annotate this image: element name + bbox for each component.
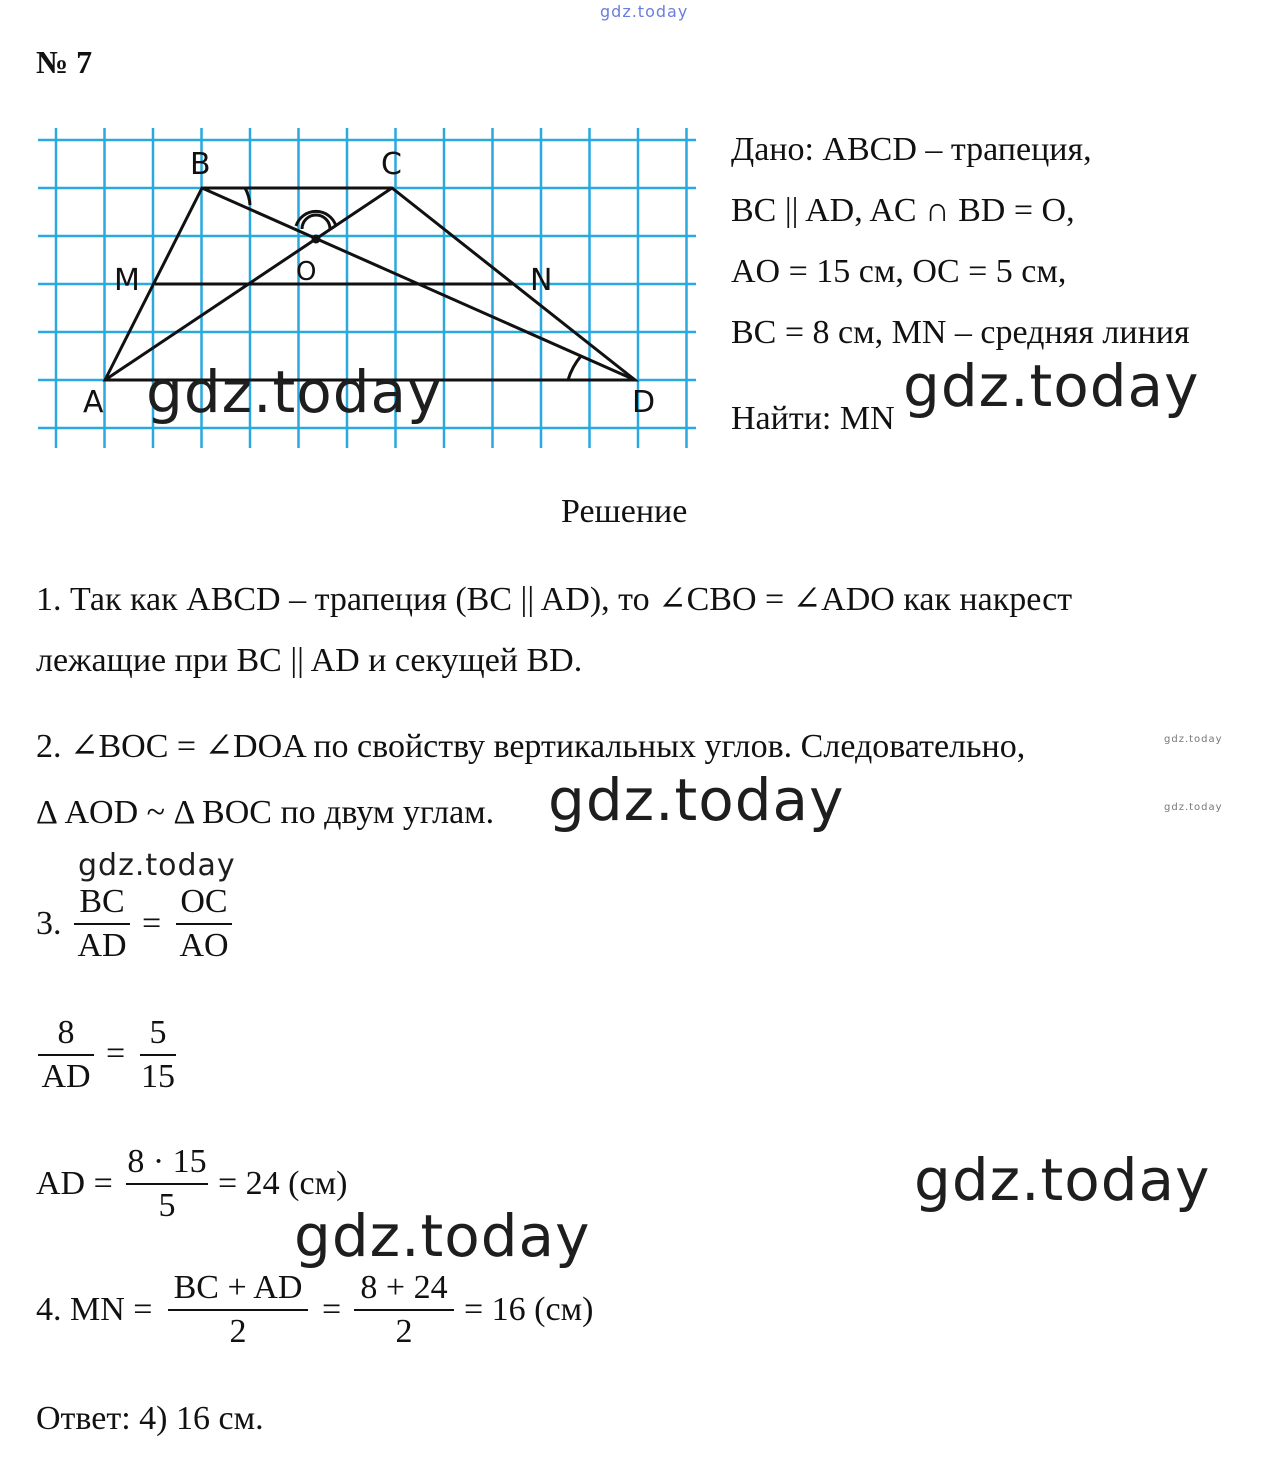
answer: Ответ: 4) 16 см. xyxy=(36,1400,264,1437)
watermark-small-2: gdz.today xyxy=(1164,802,1223,813)
label-a: A xyxy=(83,385,104,420)
label-b: B xyxy=(190,147,211,182)
numerator: BC xyxy=(79,883,125,920)
label-c: C xyxy=(381,147,402,182)
denominator: 2 xyxy=(229,1313,247,1350)
step3b-fraction-1 xyxy=(38,1016,94,1094)
numerator: 8 + 24 xyxy=(360,1269,448,1306)
denominator: 15 xyxy=(141,1058,175,1095)
step4-rhs: = 16 (см) xyxy=(464,1291,594,1328)
watermark-small-1: gdz.today xyxy=(1164,734,1223,745)
numerator: 8 · 15 xyxy=(127,1143,207,1180)
solution-heading: Решение xyxy=(561,493,688,530)
step4-equals: = xyxy=(322,1291,342,1328)
step3b-equals: = xyxy=(106,1035,126,1072)
step3-fraction-2 xyxy=(176,885,232,963)
denominator: AD xyxy=(41,1058,91,1095)
numerator: BC + AD xyxy=(173,1269,303,1306)
denominator: AO xyxy=(179,927,229,964)
given-line-3: AO = 15 см, OC = 5 см, xyxy=(731,253,1067,290)
step4-fraction-2 xyxy=(354,1271,454,1349)
step3b-fraction-2 xyxy=(140,1016,176,1094)
given-line-1: Дано: ABCD – трапеция, xyxy=(731,131,1092,168)
watermark-step3: gdz.today xyxy=(78,848,236,883)
numerator: 5 xyxy=(149,1014,167,1051)
watermark-step2: gdz.today xyxy=(548,766,845,834)
step1-line-2: лежащие при BC || AD и секущей BD. xyxy=(36,642,583,679)
denominator: 5 xyxy=(158,1187,176,1224)
label-m: M xyxy=(114,263,140,298)
denominator: AD xyxy=(77,927,127,964)
step2-line-1: 2. ∠BOC = ∠DOA по свойству вертикальных углов. Следовательно, xyxy=(36,728,1026,765)
step1-line-1: 1. Так как ABCD – трапеция (BC || AD), то ∠CBO = ∠ADO как накрест xyxy=(36,581,1073,618)
problem-number: № 7 xyxy=(36,44,93,80)
step2-line-2: Δ AOD ~ Δ BOC по двум углам. xyxy=(36,794,495,831)
step4-lhs: 4. MN = xyxy=(36,1291,153,1328)
watermark-step3c: gdz.today xyxy=(294,1202,591,1270)
watermark-figure: gdz.today xyxy=(146,358,443,426)
step3c-rhs: = 24 (см) xyxy=(218,1165,348,1202)
step3-label: 3. xyxy=(36,905,62,942)
denominator: 2 xyxy=(395,1313,413,1350)
angle-arc-o-inner xyxy=(302,215,330,229)
label-n: N xyxy=(530,263,553,298)
step3-fraction-1 xyxy=(74,885,130,963)
watermark-top: gdz.today xyxy=(600,2,689,21)
point-o xyxy=(312,235,321,244)
label-d: D xyxy=(632,385,656,420)
step3-equals: = xyxy=(142,905,162,942)
step4-fraction-1 xyxy=(168,1271,308,1349)
numerator: OC xyxy=(180,883,228,920)
angle-arc-d xyxy=(568,356,581,380)
watermark-right: gdz.today xyxy=(914,1146,1211,1214)
find-line: Найти: MN xyxy=(731,400,895,437)
given-line-4: BC = 8 см, MN – средняя линия xyxy=(731,314,1190,351)
label-o: O xyxy=(296,257,317,287)
step3c-fraction xyxy=(126,1145,208,1223)
numerator: 8 xyxy=(57,1014,75,1051)
given-line-2: BC || AD, AC ∩ BD = O, xyxy=(731,192,1075,229)
watermark-given: gdz.today xyxy=(903,352,1200,420)
step3c-lhs: AD = xyxy=(36,1165,113,1202)
